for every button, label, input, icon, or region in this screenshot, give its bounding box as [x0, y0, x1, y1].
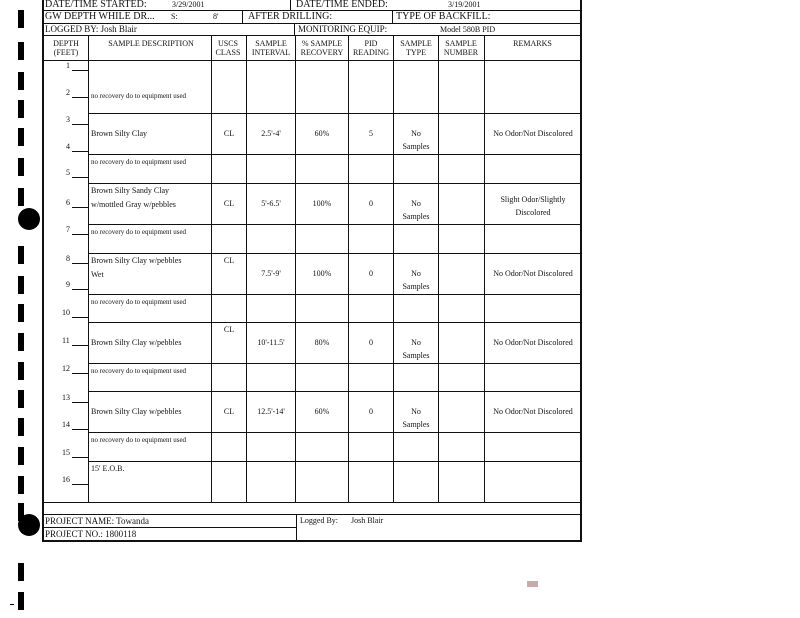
sample-type: No — [411, 269, 421, 278]
sample-description: no recovery do to equipment used — [91, 298, 187, 306]
sample-recovery: 60% — [314, 407, 330, 416]
depth-mark: 15 — [62, 448, 70, 457]
sample-type: No — [411, 338, 421, 347]
project-name: PROJECT NAME: Towanda — [45, 516, 150, 526]
sample-interval: 7.5'-9' — [261, 269, 281, 278]
sample-type: No — [411, 407, 421, 416]
after-drilling-label: AFTER DRILLING: — [248, 11, 333, 22]
footer-logged-by-label: Logged By: — [300, 516, 338, 525]
footer-logged-by-value: Josh Blair — [351, 516, 384, 525]
sample-description: Brown Silty Clay w/pebbles — [91, 256, 182, 265]
sample-description: no recovery do to equipment used — [91, 92, 187, 100]
depth-mark: 5 — [66, 168, 70, 177]
pid-reading: 0 — [369, 269, 373, 278]
depth-mark: 4 — [66, 142, 70, 151]
depth-mark: 16 — [62, 475, 70, 484]
depth-mark: 12 — [62, 364, 70, 373]
depth-mark: 9 — [66, 280, 70, 289]
depth-mark: 8 — [66, 254, 70, 263]
sample-description: no recovery do to equipment used — [91, 158, 187, 166]
col-type-header: SAMPLE TYPE — [400, 39, 432, 57]
sample-recovery: 60% — [314, 129, 330, 138]
sample-type: Samples — [402, 351, 430, 360]
sample-interval: 10'-11.5' — [257, 338, 285, 347]
sample-description: no recovery do to equipment used — [91, 436, 187, 444]
logged-by-label: LOGGED BY: Josh Blair — [45, 24, 137, 34]
sample-type: No — [411, 129, 421, 138]
date-ended-label: DATE/TIME ENDED: — [296, 0, 388, 10]
sample-type: Samples — [402, 420, 430, 429]
gw-depth-value: 8' — [213, 12, 219, 21]
uscs-class: CL — [223, 325, 235, 334]
col-number-header: SAMPLE NUMBER — [443, 39, 479, 57]
no-recovery-row — [89, 61, 581, 113]
sample-description: no recovery do to equipment used — [91, 228, 187, 236]
sample-description: w/mottled Gray w/pebbles — [91, 200, 176, 209]
uscs-class: CL — [223, 407, 235, 416]
pid-reading: 0 — [369, 407, 373, 416]
col-recovery-header: % SAMPLE RECOVERY — [300, 39, 344, 57]
col-remarks-header: REMARKS — [513, 39, 552, 48]
sample-description: 15' E.O.B. — [91, 464, 125, 473]
gw-depth-extra: S: — [171, 12, 178, 21]
pid-reading: 0 — [369, 199, 373, 208]
date-started-label: DATE/TIME STARTED: — [45, 0, 147, 10]
uscs-class: CL — [223, 256, 235, 265]
backfill-label: TYPE OF BACKFILL: — [396, 11, 491, 22]
sample-recovery: 80% — [314, 338, 330, 347]
sample-description: no recovery do to equipment used — [91, 367, 187, 375]
col-pid-header: PID READING — [353, 39, 389, 57]
sample-type: Samples — [402, 212, 430, 221]
remarks: No Odor/Not Discolored — [493, 269, 573, 278]
remarks: No Odor/Not Discolored — [493, 338, 573, 347]
depth-mark: 2 — [66, 88, 70, 97]
depth-mark: 7 — [66, 225, 70, 234]
sample-recovery: 100% — [312, 269, 332, 278]
sample-type: Samples — [402, 142, 430, 151]
sample-description: Brown Silty Clay w/pebbles — [91, 407, 182, 416]
depth-mark: 13 — [62, 393, 70, 402]
sample-description: Brown Silty Clay — [91, 129, 148, 138]
depth-mark: 11 — [62, 336, 70, 345]
gw-depth-label: GW DEPTH WHILE DR... — [45, 11, 155, 22]
sample-recovery: 100% — [312, 199, 332, 208]
sample-description: Brown Silty Sandy Clay — [91, 186, 170, 195]
uscs-class: CL — [223, 129, 235, 138]
remarks: No Odor/Not Discolored — [493, 129, 573, 138]
sample-description: Wet — [91, 270, 104, 279]
sample-type: Samples — [402, 282, 430, 291]
sample-interval: 12.5'-14' — [257, 407, 285, 416]
project-number: PROJECT NO.: 1800118 — [45, 529, 137, 539]
depth-mark: 3 — [66, 115, 70, 124]
date-started-value: 3/29/2001 — [172, 0, 205, 9]
col-uscs-header: USCS CLASS — [215, 39, 241, 57]
stamp-mark — [527, 581, 538, 587]
depth-mark: 1 — [66, 61, 70, 70]
sample-interval: 5'-6.5' — [261, 199, 281, 208]
pid-reading: 5 — [369, 129, 373, 138]
remarks: No Odor/Not Discolored — [493, 407, 573, 416]
sample-type: No — [411, 199, 421, 208]
depth-mark: 6 — [66, 198, 70, 207]
uscs-class: CL — [223, 199, 235, 208]
monitoring-value: Model 580B PID — [440, 25, 496, 34]
date-ended-value: 3/19/2001 — [448, 0, 481, 9]
monitoring-label: MONITORING EQUIP: — [298, 24, 388, 34]
col-depth-header: DEPTH (FEET) — [53, 39, 79, 57]
col-interval-header: SAMPLE INTERVAL — [251, 39, 291, 57]
pid-reading: 0 — [369, 338, 373, 347]
sample-description: Brown Silty Clay w/pebbles — [91, 338, 182, 347]
depth-mark: 14 — [62, 420, 70, 429]
sample-interval: 2.5'-4' — [261, 129, 281, 138]
col-description-header: SAMPLE DESCRIPTION — [108, 39, 194, 48]
remarks: Slight Odor/Slightly Discolored — [500, 195, 566, 217]
depth-mark: 10 — [62, 308, 70, 317]
